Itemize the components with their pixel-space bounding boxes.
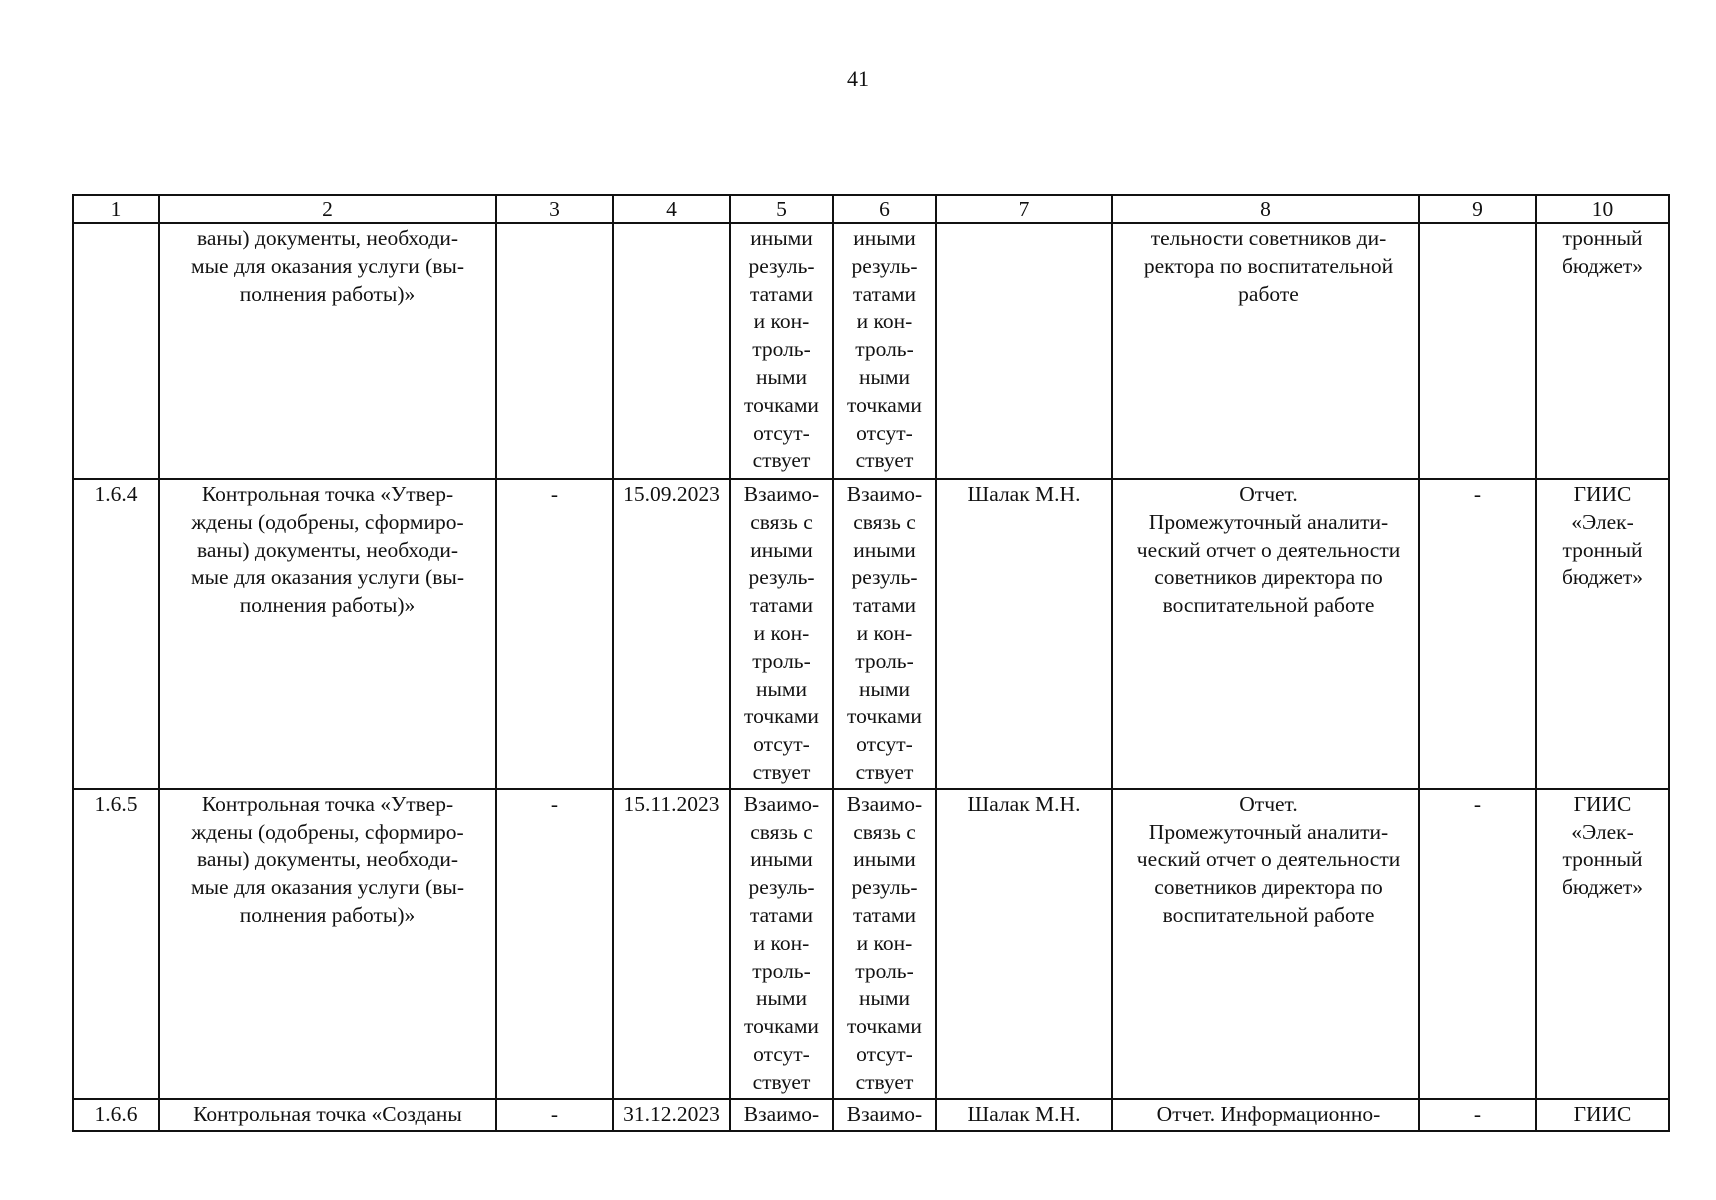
cell-line: ными — [755, 986, 808, 1011]
header-cell: 3 — [496, 195, 613, 223]
cell-line: полнения работы)» — [239, 902, 416, 927]
cell-line: точками — [847, 704, 922, 729]
cell-line: ваны) документы, необходи- — [196, 847, 459, 872]
table-row — [73, 789, 1669, 1099]
cell-line: ствует — [855, 448, 914, 473]
cell-line: ческий отчет о деятельности — [1136, 847, 1401, 872]
cell-line: ными — [858, 364, 911, 389]
cell-line: советников директора по — [1154, 875, 1383, 900]
cell-line: иными — [853, 537, 916, 562]
cell-line: отсут- — [753, 1041, 810, 1066]
cell-line: мые для оказания услуги (вы- — [190, 565, 464, 590]
cell-line: отсут- — [753, 732, 810, 757]
header-cell: 4 — [613, 195, 730, 223]
cell-col3: - — [496, 789, 613, 1099]
cell-line: ГИИС — [1573, 1101, 1632, 1126]
cell-number: 1.6.6 — [73, 1099, 159, 1131]
cell-line: Взаимо- — [846, 791, 923, 816]
cell-line: ствует — [855, 759, 914, 784]
cell-col9: - — [1419, 1099, 1536, 1131]
cell-line: троль- — [855, 337, 914, 362]
cell-line: Контрольная точка «Утвер- — [201, 482, 454, 506]
cell-line: мые для оказания услуги (вы- — [190, 875, 464, 900]
cell-line: татами — [750, 902, 813, 927]
cell-number: 1.6.4 — [73, 479, 159, 789]
cell-line: тронный — [1562, 537, 1643, 562]
cell-line: Отчет. Информационно- — [1156, 1101, 1381, 1126]
cell-link-next — [833, 1099, 936, 1131]
cell-line: ческий отчет о деятельности — [1136, 537, 1401, 562]
cell-line: Отчет. — [1239, 791, 1298, 816]
cell-link-prev — [730, 223, 833, 479]
cell-col3 — [496, 223, 613, 479]
cell-line: ждены (одобрены, сформиро- — [191, 819, 464, 844]
cell-line: и кон- — [753, 309, 810, 334]
header-cell: 9 — [1419, 195, 1536, 223]
table-row — [73, 1099, 1669, 1131]
cell-responsible: Шалак М.Н. — [936, 479, 1112, 789]
cell-line: троль- — [752, 337, 811, 362]
cell-event-name — [159, 479, 496, 789]
header-cell: 2 — [159, 195, 496, 223]
cell-line: иными — [853, 226, 916, 250]
cell-number: 1.6.5 — [73, 789, 159, 1099]
cell-line: Контрольная точка «Утвер- — [201, 791, 454, 816]
cell-link-prev — [730, 479, 833, 789]
cell-line: связь с — [750, 819, 813, 844]
cell-line: «Элек- — [1571, 509, 1634, 534]
header-cell: 7 — [936, 195, 1112, 223]
cell-system — [1536, 479, 1669, 789]
cell-line: ными — [755, 676, 808, 701]
cell-line: советников директора по — [1154, 565, 1383, 590]
cell-line: иными — [853, 847, 916, 872]
cell-line: Контрольная точка «Созданы — [193, 1101, 462, 1126]
cell-event-name — [159, 1099, 496, 1131]
cell-line: воспитательной работе — [1162, 593, 1375, 618]
cell-line: ваны) документы, необходи- — [196, 537, 459, 562]
cell-line: Отчет. — [1239, 482, 1298, 506]
cell-line: отсут- — [856, 1041, 913, 1066]
header-cell: 10 — [1536, 195, 1669, 223]
cell-line: точками — [847, 392, 922, 417]
cell-date — [613, 223, 730, 479]
cell-line: ГИИС — [1573, 482, 1632, 506]
cell-line: троль- — [855, 648, 914, 673]
cell-col3: - — [496, 479, 613, 789]
cell-line: бюджет» — [1561, 253, 1644, 278]
cell-report — [1112, 223, 1419, 479]
header-cell: 8 — [1112, 195, 1419, 223]
cell-number — [73, 223, 159, 479]
cell-line: резуль- — [748, 875, 815, 900]
cell-line: отсут- — [753, 420, 810, 445]
cell-link-next — [833, 789, 936, 1099]
cell-line: отсут- — [856, 732, 913, 757]
cell-line: и кон- — [856, 309, 913, 334]
cell-line: резуль- — [851, 875, 918, 900]
cell-col9 — [1419, 223, 1536, 479]
cell-line: бюджет» — [1561, 875, 1644, 900]
cell-line: работе — [1238, 281, 1299, 306]
cell-line: ными — [755, 364, 808, 389]
cell-date: 15.09.2023 — [613, 479, 730, 789]
cell-line: ваны) документы, необходи- — [196, 226, 459, 250]
cell-col9: - — [1419, 789, 1536, 1099]
cell-event-name — [159, 789, 496, 1099]
cell-line: резуль- — [851, 253, 918, 278]
cell-line: и кон- — [753, 620, 810, 645]
cell-date: 31.12.2023 — [613, 1099, 730, 1131]
cell-link-next — [833, 479, 936, 789]
cell-line: иными — [750, 847, 813, 872]
cell-line: татами — [853, 593, 916, 618]
cell-line: Взаимо- — [743, 482, 820, 506]
cell-report — [1112, 479, 1419, 789]
cell-line: ными — [858, 676, 911, 701]
table-row — [73, 223, 1669, 479]
cell-line: ректора по воспитательной — [1143, 253, 1394, 278]
cell-date: 15.11.2023 — [613, 789, 730, 1099]
cell-line: иными — [750, 226, 813, 250]
cell-line: ствует — [752, 759, 811, 784]
cell-col3: - — [496, 1099, 613, 1131]
cell-line: воспитательной работе — [1162, 902, 1375, 927]
cell-line: троль- — [752, 958, 811, 983]
cell-col9: - — [1419, 479, 1536, 789]
cell-line: ГИИС — [1573, 791, 1632, 816]
cell-line: точками — [847, 1014, 922, 1039]
cell-line: тронный — [1562, 847, 1643, 872]
cell-responsible — [936, 223, 1112, 479]
cell-line: татами — [853, 902, 916, 927]
cell-line: резуль- — [851, 565, 918, 590]
cell-line: Промежуточный аналити- — [1148, 509, 1389, 534]
cell-line: троль- — [855, 958, 914, 983]
cell-line: Взаимо- — [846, 482, 923, 506]
cell-line: связь с — [750, 509, 813, 534]
table-header-row — [73, 195, 1669, 223]
cell-line: иными — [750, 537, 813, 562]
cell-report — [1112, 1099, 1419, 1131]
cell-line: татами — [750, 281, 813, 306]
cell-line: связь с — [853, 819, 916, 844]
cell-line: полнения работы)» — [239, 593, 416, 618]
cell-report — [1112, 789, 1419, 1099]
plan-table — [72, 194, 1670, 1132]
cell-responsible: Шалак М.Н. — [936, 789, 1112, 1099]
cell-responsible: Шалак М.Н. — [936, 1099, 1112, 1131]
page-number: 41 — [847, 66, 869, 91]
cell-line: бюджет» — [1561, 565, 1644, 590]
cell-line: точками — [744, 1014, 819, 1039]
cell-line: полнения работы)» — [239, 281, 416, 306]
cell-line: тронный — [1562, 226, 1643, 250]
cell-line: точками — [744, 704, 819, 729]
cell-line: ствует — [752, 448, 811, 473]
cell-line: ствует — [752, 1069, 811, 1094]
cell-line: резуль- — [748, 565, 815, 590]
cell-line: троль- — [752, 648, 811, 673]
header-cell: 1 — [73, 195, 159, 223]
cell-system — [1536, 1099, 1669, 1131]
cell-line: Взаимо- — [846, 1101, 923, 1126]
cell-line: татами — [750, 593, 813, 618]
cell-line: ствует — [855, 1069, 914, 1094]
cell-line: резуль- — [748, 253, 815, 278]
cell-line: связь с — [853, 509, 916, 534]
cell-system — [1536, 223, 1669, 479]
cell-link-prev — [730, 789, 833, 1099]
cell-event-name — [159, 223, 496, 479]
cell-line: Взаимо- — [743, 791, 820, 816]
cell-line: ными — [858, 986, 911, 1011]
cell-line: Взаимо- — [743, 1101, 820, 1126]
cell-line: и кон- — [856, 620, 913, 645]
cell-line: «Элек- — [1571, 819, 1634, 844]
cell-line: точками — [744, 392, 819, 417]
header-cell: 5 — [730, 195, 833, 223]
cell-line: и кон- — [856, 930, 913, 955]
header-cell: 6 — [833, 195, 936, 223]
cell-line: ждены (одобрены, сформиро- — [191, 509, 464, 534]
cell-line: Промежуточный аналити- — [1148, 819, 1389, 844]
cell-link-prev — [730, 1099, 833, 1131]
cell-system — [1536, 789, 1669, 1099]
cell-line: татами — [853, 281, 916, 306]
cell-line: отсут- — [856, 420, 913, 445]
cell-line: тельности советников ди- — [1150, 226, 1387, 250]
cell-link-next — [833, 223, 936, 479]
table-row — [73, 479, 1669, 789]
cell-line: мые для оказания услуги (вы- — [190, 253, 464, 278]
cell-line: и кон- — [753, 930, 810, 955]
